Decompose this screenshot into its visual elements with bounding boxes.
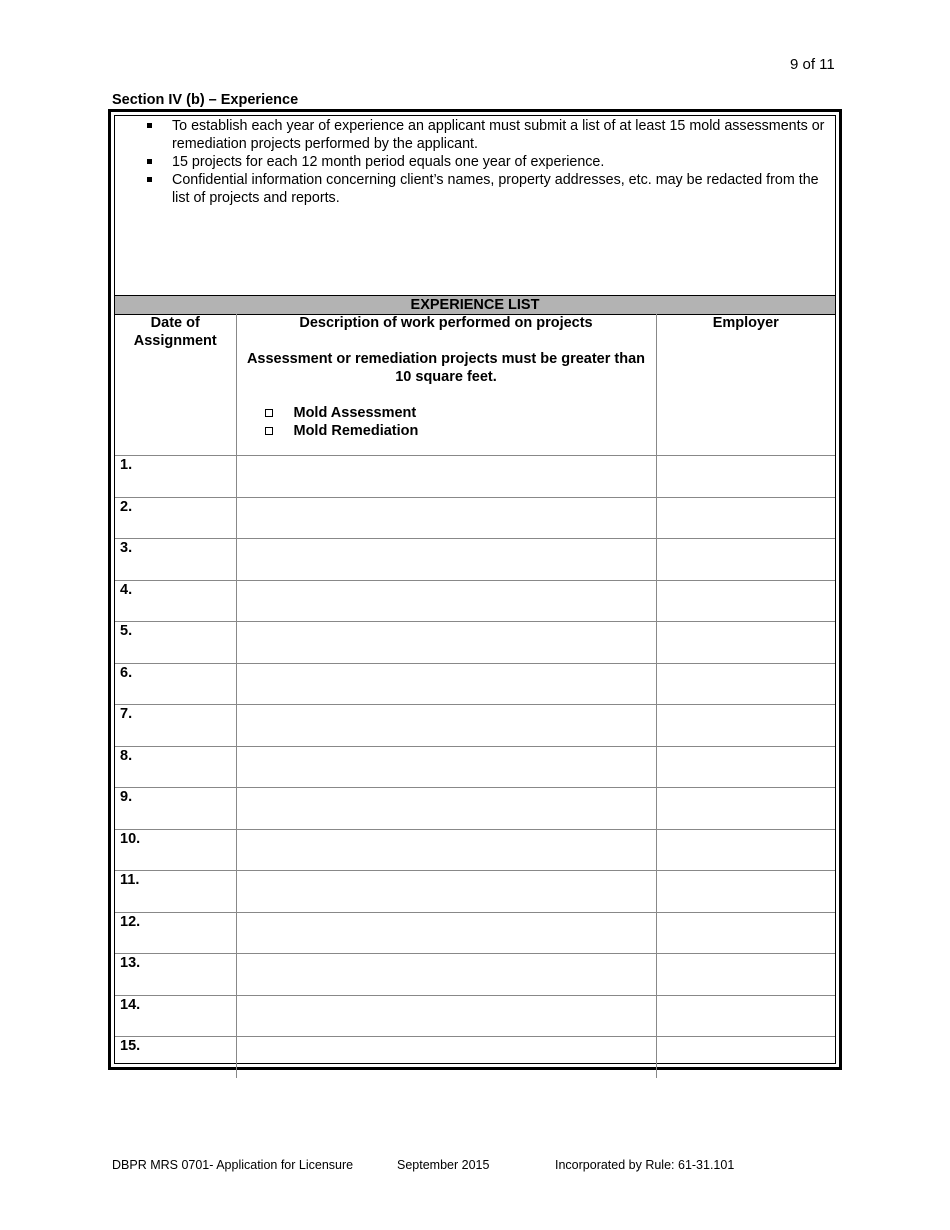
table-row: [115, 539, 835, 581]
employer-cell[interactable]: [656, 497, 835, 539]
experience-form-inner: [114, 115, 836, 1064]
square-bullet-icon: [147, 177, 152, 182]
row-number: 13.: [115, 954, 236, 996]
footer-form-id: DBPR MRS 0701- Application for Licensure: [112, 1158, 354, 1172]
row-number: 5.: [115, 622, 236, 664]
employer-cell[interactable]: [656, 954, 835, 996]
row-number: 15.: [115, 1037, 236, 1078]
page-number: 9 of 11: [790, 56, 835, 73]
row-number: 7.: [115, 705, 236, 747]
table-row: [115, 788, 835, 830]
instruction-text: Confidential information concerning client’s names, property addresses, etc. may be redacted from the list of projects and reports.: [172, 172, 819, 206]
table-row: [115, 456, 835, 498]
description-cell[interactable]: [236, 912, 656, 954]
row-number: 4.: [115, 580, 236, 622]
square-bullet-icon: [147, 159, 152, 164]
employer-cell[interactable]: [656, 995, 835, 1037]
description-cell[interactable]: [236, 995, 656, 1037]
experience-table: [115, 314, 835, 1078]
table-row: [115, 580, 835, 622]
table-row: [115, 663, 835, 705]
description-cell[interactable]: [236, 663, 656, 705]
row-number: 14.: [115, 995, 236, 1037]
col-employer: Employer: [656, 314, 835, 456]
instructions: [115, 116, 835, 295]
experience-form-frame: [108, 109, 842, 1070]
footer-date: September 2015: [397, 1158, 490, 1172]
table-row: [115, 995, 835, 1037]
description-cell[interactable]: [236, 497, 656, 539]
table-row: [115, 746, 835, 788]
instruction-item: [115, 153, 835, 171]
mold-remediation-label: Mold Remediation: [293, 423, 419, 439]
employer-cell[interactable]: [656, 746, 835, 788]
table-header-row: [115, 314, 835, 456]
section-title: Section IV (b) – Experience: [112, 92, 299, 108]
employer-cell[interactable]: [656, 663, 835, 705]
employer-cell[interactable]: [656, 871, 835, 913]
description-cell[interactable]: [236, 871, 656, 913]
description-title: Description of work performed on projects: [299, 315, 593, 331]
table-row: [115, 705, 835, 747]
employer-cell[interactable]: [656, 912, 835, 954]
row-number: 11.: [115, 871, 236, 913]
project-type-options: [237, 404, 656, 440]
table-row: [115, 954, 835, 996]
employer-cell[interactable]: [656, 1037, 835, 1078]
row-number: 2.: [115, 497, 236, 539]
checkbox-icon[interactable]: [265, 409, 273, 417]
row-number: 12.: [115, 912, 236, 954]
description-cell[interactable]: [236, 954, 656, 996]
table-row: [115, 1037, 835, 1078]
instruction-text: 15 projects for each 12 month period equals one year of experience.: [172, 154, 605, 170]
description-note: Assessment or remediation projects must be greater than 10 square feet.: [246, 351, 646, 385]
row-number: 1.: [115, 456, 236, 498]
mold-remediation-option[interactable]: [265, 422, 656, 440]
mold-assessment-option[interactable]: [265, 404, 656, 422]
instruction-item: [115, 117, 835, 153]
row-number: 8.: [115, 746, 236, 788]
employer-cell[interactable]: [656, 622, 835, 664]
description-cell[interactable]: [236, 788, 656, 830]
employer-cell[interactable]: [656, 580, 835, 622]
col-description: [236, 314, 656, 456]
instruction-list: [115, 117, 835, 207]
col-date-of-assignment: Date of Assignment: [115, 314, 236, 456]
checkbox-icon[interactable]: [265, 427, 273, 435]
description-cell[interactable]: [236, 580, 656, 622]
description-cell[interactable]: [236, 622, 656, 664]
table-row: [115, 829, 835, 871]
employer-cell[interactable]: [656, 456, 835, 498]
footer-rule: Incorporated by Rule: 61-31.101: [555, 1158, 735, 1172]
employer-cell[interactable]: [656, 705, 835, 747]
description-cell[interactable]: [236, 1037, 656, 1078]
description-cell[interactable]: [236, 829, 656, 871]
instruction-item: [115, 171, 835, 207]
employer-cell[interactable]: [656, 829, 835, 871]
square-bullet-icon: [147, 123, 152, 128]
mold-assessment-label: Mold Assessment: [293, 405, 417, 421]
description-cell[interactable]: [236, 539, 656, 581]
description-cell[interactable]: [236, 705, 656, 747]
row-number: 9.: [115, 788, 236, 830]
table-row: [115, 622, 835, 664]
row-number: 6.: [115, 663, 236, 705]
employer-cell[interactable]: [656, 788, 835, 830]
employer-cell[interactable]: [656, 539, 835, 581]
row-number: 10.: [115, 829, 236, 871]
table-row: [115, 871, 835, 913]
description-cell[interactable]: [236, 456, 656, 498]
instruction-text: To establish each year of experience an applicant must submit a list of at least 15 mold assessments or remediation projects performed by the applicant.: [172, 118, 825, 152]
table-row: [115, 912, 835, 954]
row-number: 3.: [115, 539, 236, 581]
experience-list-banner: EXPERIENCE LIST: [115, 295, 835, 315]
description-cell[interactable]: [236, 746, 656, 788]
table-row: [115, 497, 835, 539]
